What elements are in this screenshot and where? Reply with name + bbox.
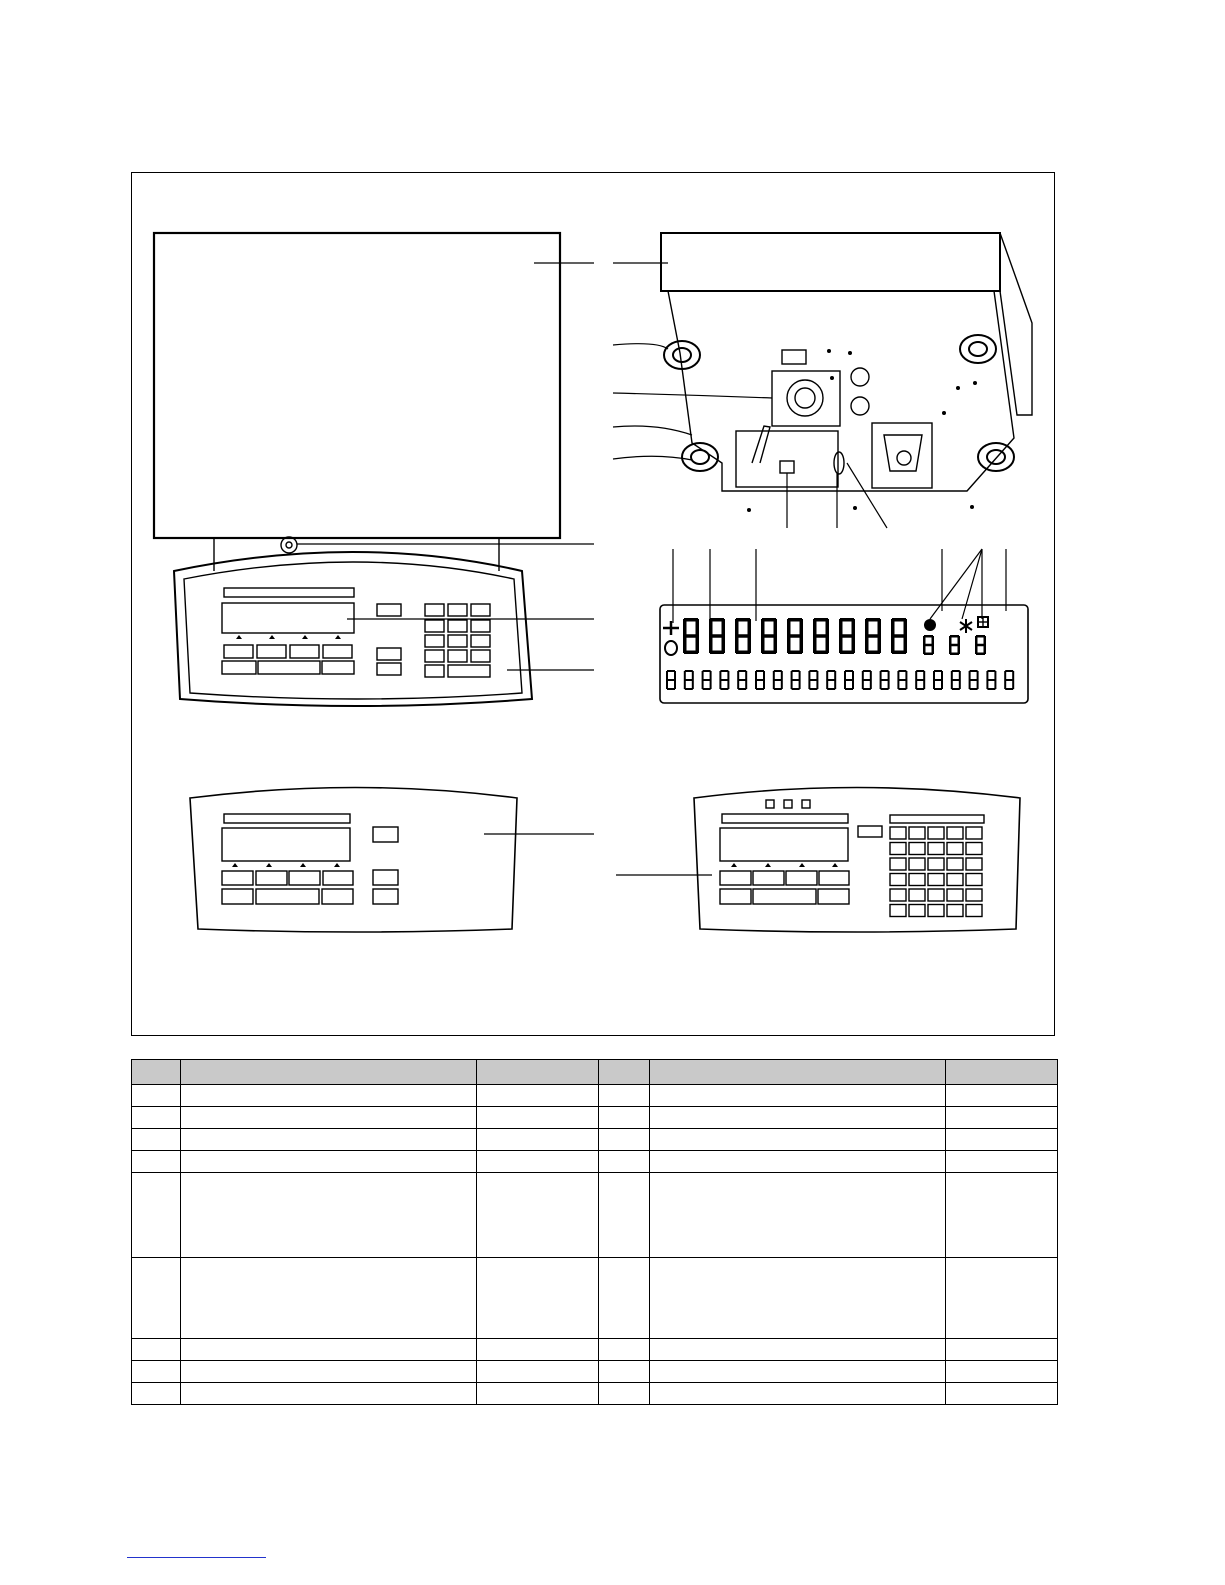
table-cell [650,1383,946,1405]
keypad-variant-basic [190,788,517,933]
table-cell [599,1339,650,1361]
table-cell [477,1383,599,1405]
table-cell [599,1173,650,1258]
table-cell [181,1258,477,1339]
table-cell [650,1339,946,1361]
keypad-key [928,905,944,917]
table-header-row [132,1060,1058,1085]
text-digit [969,670,979,690]
unit-digit [923,635,934,655]
table-cell [477,1151,599,1173]
sign-icons [663,621,679,655]
text-digit [986,670,996,690]
parts-table [131,1059,1058,1405]
table-cell [946,1085,1058,1107]
callout-leaders-left [297,263,712,875]
scale-top-view [154,233,560,706]
keypad-key [928,827,944,839]
weight-digit [787,618,803,654]
table-row [132,1173,1058,1258]
numeric-keypad [425,604,490,677]
table-cell [946,1361,1058,1383]
load-cell-icon [787,380,823,416]
keypad-key [890,858,906,870]
table-row [132,1339,1058,1361]
label-strip [224,814,350,823]
text-line-digits [666,670,1014,690]
table-cell [477,1107,599,1129]
table-cell [132,1129,181,1151]
table-cell [477,1339,599,1361]
load-cell-plate [772,371,840,426]
keypad-key [947,843,963,855]
text-display [222,603,354,633]
keypad-key [947,827,963,839]
softkey-arrows [236,635,341,639]
table-cell [477,1258,599,1339]
text-digit [933,670,943,690]
text-display [720,828,848,861]
weight-digit [683,618,699,654]
keypad-key [909,827,925,839]
table-cell [132,1383,181,1405]
text-digit [844,670,854,690]
table-cell [599,1085,650,1107]
weight-digit [839,618,855,654]
text-digit [791,670,801,690]
table-cell [132,1173,181,1258]
keypad-key [947,905,963,917]
keypad-key [966,858,982,870]
table-cell [946,1107,1058,1129]
keypad-key [947,889,963,901]
function-key [258,661,320,674]
base-frame [668,291,1014,491]
keypad-key [966,843,982,855]
scale-underside-view [661,233,1032,512]
keypad-key [909,858,925,870]
table-cell [946,1151,1058,1173]
table-cell [181,1383,477,1405]
weighing-platter [154,233,560,538]
function-key [377,604,401,616]
table-cell [132,1107,181,1129]
table-cell [181,1361,477,1383]
weight-digit [709,618,725,654]
keypad-key [928,874,944,886]
function-key [377,648,401,660]
unit-digit [949,635,960,655]
table-cell [946,1258,1058,1339]
level-indicator-icon [281,537,297,553]
table-row [132,1361,1058,1383]
text-digit [719,670,729,690]
table-cell [477,1085,599,1107]
text-digit [826,670,836,690]
platter-edge [661,233,1000,291]
table-cell [946,1383,1058,1405]
header-cell [477,1060,599,1085]
terminal-outline [694,788,1020,933]
weight-digits [683,618,986,655]
keypad-key [890,874,906,886]
keypad-key [909,889,925,901]
table-row [132,1383,1058,1405]
display-segment-layout [660,549,1028,703]
unit-digit [975,635,986,655]
platter-side [1000,233,1032,415]
table-row [132,1151,1058,1173]
alphanumeric-keypad [890,827,982,917]
softkey-arrows [232,863,340,867]
header-cell [132,1060,181,1085]
table-cell [132,1258,181,1339]
keypad-key [928,858,944,870]
table-cell [181,1085,477,1107]
callout-leaders-right [613,263,887,528]
figure-frame [131,172,1055,1036]
table-cell [650,1173,946,1258]
table-cell [132,1361,181,1383]
keypad-key [966,889,982,901]
table-cell [650,1107,946,1129]
table-cell [477,1173,599,1258]
weight-digit [865,618,881,654]
keypad-key [966,905,982,917]
table-cell [650,1085,946,1107]
table-cell [599,1258,650,1339]
text-digit [702,670,712,690]
text-digit [737,670,747,690]
table-cell [132,1151,181,1173]
table-cell [946,1339,1058,1361]
text-digit [951,670,961,690]
keypad-key [947,874,963,886]
table-cell [477,1361,599,1383]
technical-drawing [132,173,1056,1037]
keypad-key [909,905,925,917]
text-display [222,828,350,861]
text-digit [880,670,890,690]
keypad-key [928,889,944,901]
table-cell [181,1129,477,1151]
text-digit [1004,670,1014,690]
label-strip [224,588,354,597]
function-key [377,663,401,675]
table-cell [599,1107,650,1129]
softkey-row [224,645,352,658]
weight-digit [735,618,751,654]
weight-digit [761,618,777,654]
table-row [132,1085,1058,1107]
mount-plate [872,423,932,488]
table-cell [650,1129,946,1151]
table-cell [181,1107,477,1129]
keypad-key [890,905,906,917]
table-cell [477,1129,599,1151]
weight-digit [891,618,907,654]
table-cell [650,1151,946,1173]
header-cell [650,1060,946,1085]
keypad-key [890,889,906,901]
text-digit [808,670,818,690]
table-cell [132,1085,181,1107]
keypad-key [890,827,906,839]
table-row [132,1129,1058,1151]
keypad-variant-full [694,788,1020,933]
text-digit [755,670,765,690]
keypad-label-strip [890,815,984,823]
table-cell [599,1383,650,1405]
function-key [222,661,256,674]
text-digit [862,670,872,690]
text-digit [897,670,907,690]
keypad-key [909,843,925,855]
text-digit [666,670,676,690]
table-cell [946,1129,1058,1151]
table-cell [599,1129,650,1151]
keypad-key [947,858,963,870]
keypad-key [966,827,982,839]
function-key [322,661,354,674]
table-cell [650,1361,946,1383]
foot-icons [664,335,1014,471]
table-cell [946,1173,1058,1258]
text-digit [684,670,694,690]
table-cell [599,1151,650,1173]
data-port-icon [780,461,794,473]
header-cell [181,1060,477,1085]
table-cell [132,1339,181,1361]
keypad-key [890,843,906,855]
keypad-key [966,874,982,886]
keypad-key [909,874,925,886]
label-strip [722,814,848,823]
table-cell [650,1258,946,1339]
footer-link-underline[interactable] [127,1556,266,1558]
weight-digit [813,618,829,654]
header-cell [599,1060,650,1085]
power-socket-icon [834,452,844,474]
terminal-outline [190,788,517,933]
table-cell [181,1339,477,1361]
table-row [132,1107,1058,1129]
keypad-key [928,843,944,855]
table-cell [181,1173,477,1258]
table-row [132,1258,1058,1339]
table-cell [181,1151,477,1173]
status-icons [924,617,988,633]
text-digit [773,670,783,690]
header-cell [946,1060,1058,1085]
terminal-housing [174,552,532,706]
table-cell [599,1361,650,1383]
text-digit [915,670,925,690]
level-bubble-icon [286,542,292,548]
